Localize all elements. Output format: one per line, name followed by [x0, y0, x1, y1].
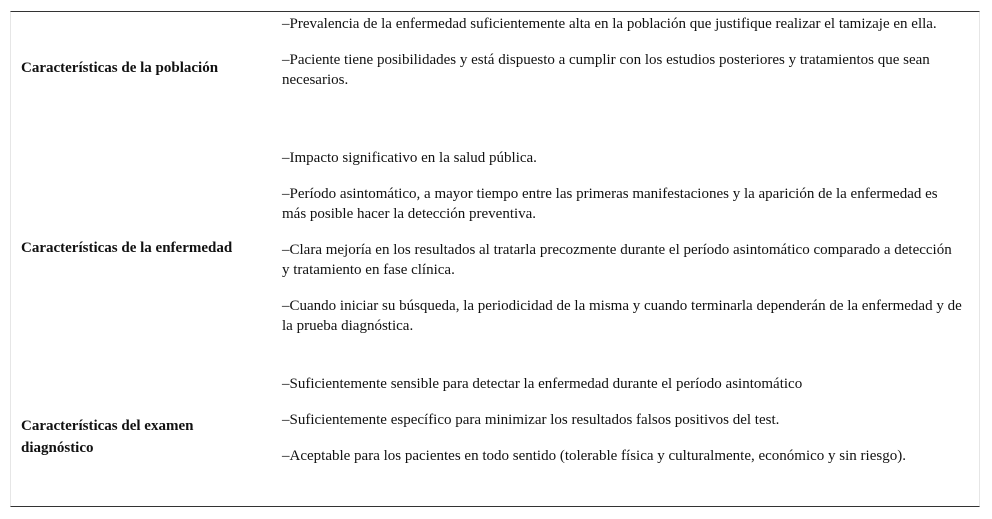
list-item: –Aceptable para los pacientes en todo sentido (tolerable física y culturalmente, económico y sin riesgo).: [282, 448, 906, 464]
list-item: –Impacto significativo en la salud pública.: [282, 150, 537, 166]
row-label-diagnostic-test: Características del examen diagnóstico: [21, 418, 194, 456]
list-item: –Cuando iniciar su búsqueda, la periodicidad de la misma y cuando terminarla dependerán de la enfermedad y de la prueba diagnóstica.: [282, 298, 962, 334]
list-item: –Paciente tiene posibilidades y está dispuesto a cumplir con los estudios posteriores y tratamientos que sean necesarios.: [282, 52, 930, 88]
list-item: –Prevalencia de la enfermedad suficientemente alta en la población que justifique realizar el tamizaje en ella.: [282, 16, 937, 32]
row-items-diagnostic-test: [282, 374, 962, 482]
row-items-population: [282, 14, 962, 106]
row-items-disease: [282, 148, 962, 352]
row-label-disease: Características de la enfermedad: [21, 240, 233, 256]
list-item: –Clara mejoría en los resultados al tratarla precozmente durante el período asintomático comparado a detección y tratamiento en fase clínica.: [282, 242, 952, 278]
list-item: –Suficientemente específico para minimizar los resultados falsos positivos del test.: [282, 412, 780, 428]
list-item: –Período asintomático, a mayor tiempo entre las primeras manifestaciones y la aparición de la enfermedad es más posible hacer la detección preventiva.: [282, 186, 938, 222]
list-item: –Suficientemente sensible para detectar la enfermedad durante el período asintomático: [282, 376, 803, 392]
screening-criteria-table: [10, 11, 980, 507]
row-label-population: Características de la población: [21, 60, 219, 76]
